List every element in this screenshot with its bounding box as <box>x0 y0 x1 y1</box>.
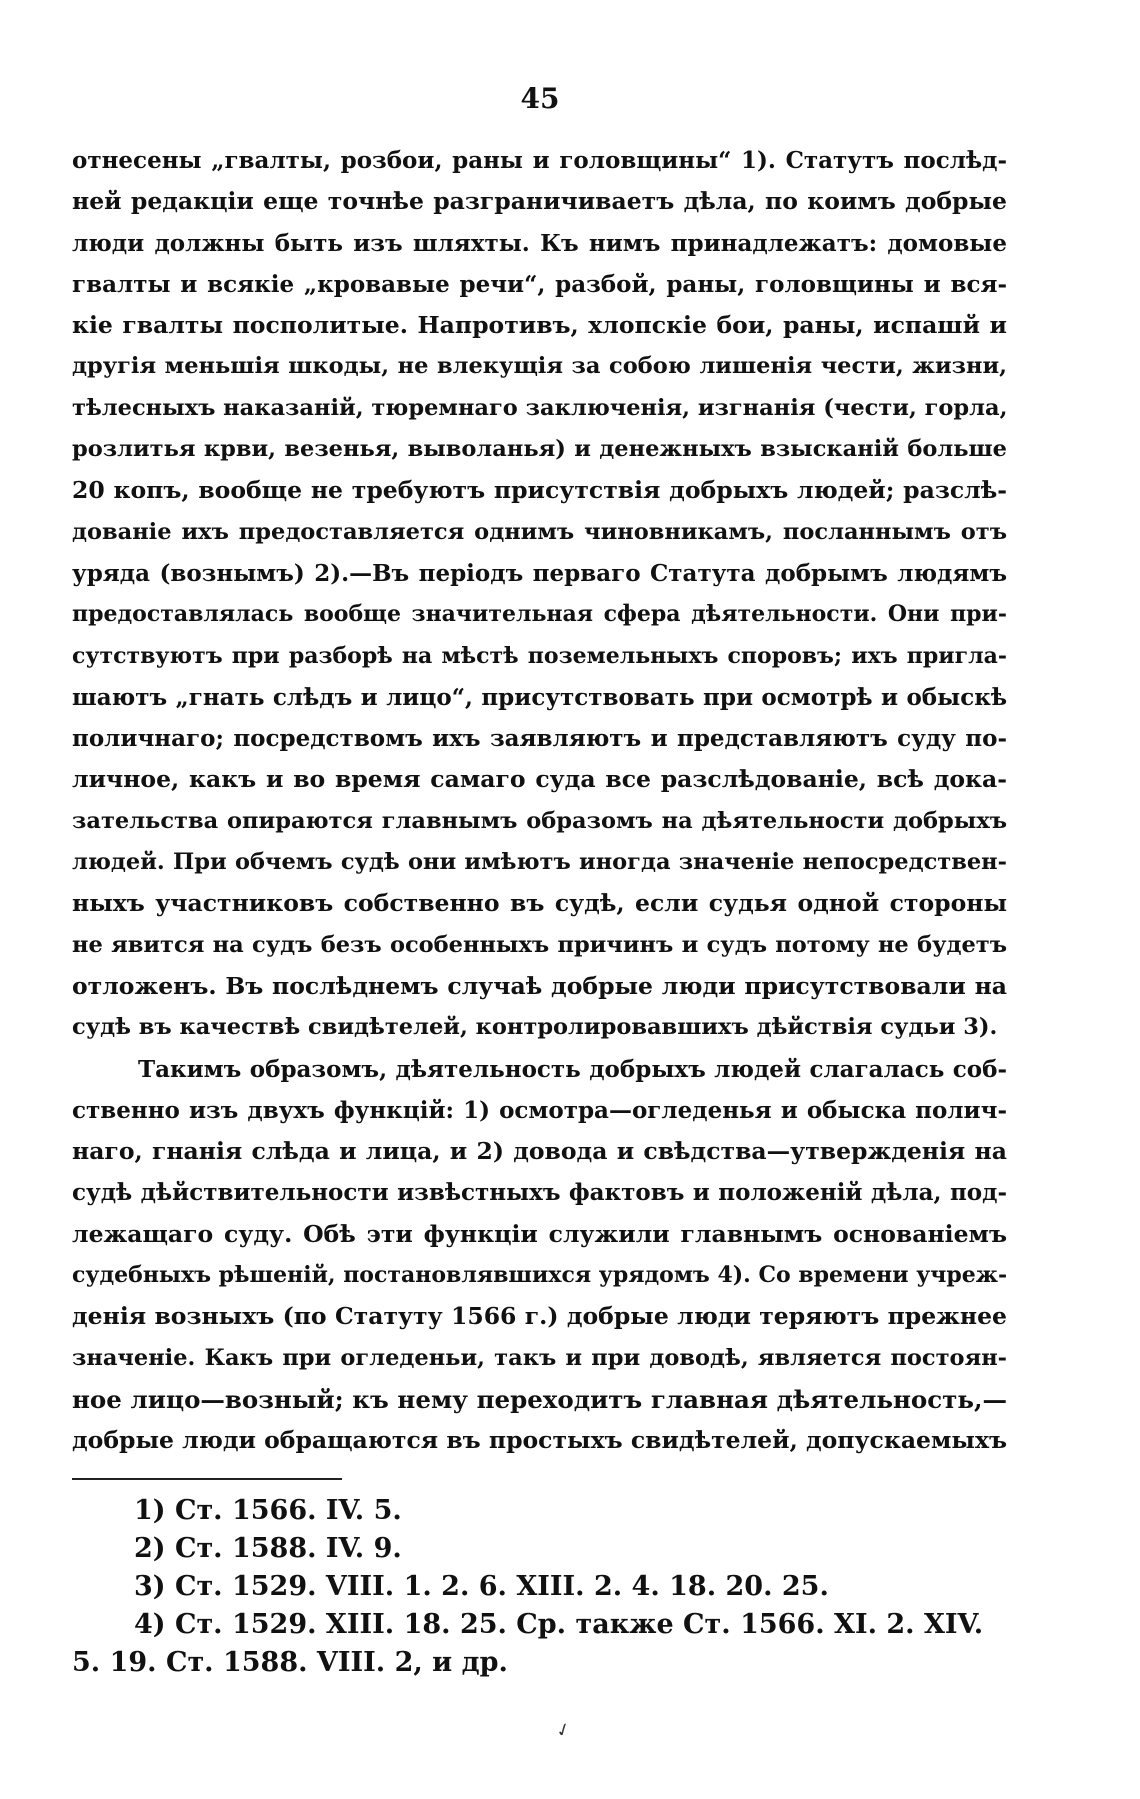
text-line: ственно изъ двухъ функцій: 1) осмотра—огледенья и обыска полич- <box>72 1096 1007 1124</box>
text-line: значеніе. Какъ при огледеньи, такъ и при доводѣ, является постоян- <box>72 1344 1007 1371</box>
text-line: люди должны быть изъ шляхты. Къ нимъ принадлежатъ: домовые <box>72 229 1007 257</box>
text-line: зательства опираются главнымъ образомъ на дѣятельности добрыхъ <box>72 807 1007 834</box>
text-line: судѣ дѣйствительности извѣстныхъ фактовъ и положеній дѣла, под- <box>72 1179 1007 1207</box>
text-line: ней редакціи еще точнѣе разграничиваетъ дѣла, по коимъ добрые <box>72 187 1007 216</box>
text-line: розлитья крви, везенья, выволанья) и денежныхъ взысканій больше <box>72 436 1007 463</box>
text-line: ныхъ участниковъ собственно въ судѣ, если судья одной стороны <box>72 889 1007 918</box>
text-line: сутствуютъ при разборѣ на мѣстѣ поземельныхъ споровъ; ихъ пригла- <box>72 642 1007 669</box>
text-line: добрые люди обращаются въ простыхъ свидѣтелей, допускаемыхъ <box>72 1426 1007 1455</box>
text-line: предоставлялась вообще значительная сфера дѣятельности. Они при- <box>72 601 1007 628</box>
footnote: 3) Ст. 1529. VIII. 1. 2. 6. XIII. 2. 4. 18. 20. 25. <box>134 1571 829 1602</box>
text-line: личное, какъ и во время самаго суда все разслѣдованіе, всѣ дока- <box>72 765 1007 794</box>
body-text <box>72 140 1007 1462</box>
text-line: поличнаго; посредствомъ ихъ заявляютъ и представляютъ суду по- <box>72 725 1007 753</box>
text-line: тѣлесныхъ наказаній, тюремнаго заключенія, изгнанія (чести, горла, <box>72 394 1007 421</box>
text-line: дованіе ихъ предоставляется однимъ чиновникамъ, посланнымъ отъ <box>72 518 1007 545</box>
text-line: не явится на судъ безъ особенныхъ причинъ и судъ потому не будетъ <box>72 931 1007 958</box>
text-line: кіе гвалты посполитые. Напротивъ, хлопскіе бои, раны, испашй и <box>72 311 1007 340</box>
text-line: людей. При обчемъ судѣ они имѣютъ иногда значеніе непосредствен- <box>72 849 1007 876</box>
text-line: уряда (вознымъ) 2).—Въ періодъ перваго Статута добрымъ людямъ <box>72 559 1007 587</box>
text-line: гвалты и всякіе „кровавые речи“, разбой, раны, головщины и вся- <box>72 270 1007 298</box>
text-line: отложенъ. Въ послѣднемъ случаѣ добрые люди присутствовали на <box>72 971 1007 1000</box>
text-line: отнесены „гвалты, розбои, раны и головщины“ 1). Статутъ послѣд- <box>72 147 1007 174</box>
text-line: 20 копъ, вообще не требуютъ присутствія добрыхъ людей; разслѣ- <box>72 476 1007 505</box>
footnote: 1) Ст. 1566. IV. 5. <box>134 1495 402 1526</box>
footnote: 2) Ст. 1588. IV. 9. <box>134 1533 402 1564</box>
footnote: 4) Ст. 1529. XIII. 18. 25. Ср. также Ст. 1566. XI. 2. XIV. <box>134 1609 984 1640</box>
text-line: другія меньшія шкоды, не влекущія за собою лишенія чести, жизни, <box>72 353 1007 380</box>
ink-speck-mark: ✓ <box>552 1718 575 1743</box>
text-line: лежащаго суду. Обѣ эти функціи служили главнымъ основаніемъ <box>72 1219 1007 1248</box>
page-number: 45 <box>520 82 560 115</box>
text-line: денія возныхъ (по Статуту 1566 г.) добрые люди теряютъ прежнее <box>72 1302 1007 1331</box>
footnotes <box>72 1492 1007 1682</box>
text-line: Такимъ образомъ, дѣятельность добрыхъ людей слагалась соб- <box>138 1055 1007 1083</box>
text-line: судебныхъ рѣшеній, постановлявшихся урядомъ 4). Со времени учреж- <box>72 1262 1007 1289</box>
text-line: судѣ въ качествѣ свидѣтелей, контролировавшихъ дѣйствія судьи 3). <box>72 1014 998 1041</box>
text-line: шаютъ „гнать слѣдъ и лицо“, присутствовать при осмотрѣ и обыскѣ <box>72 683 1007 711</box>
footnote-divider <box>72 1478 342 1480</box>
text-line: наго, гнанія слѣда и лица, и 2) довода и свѣдства—утвержденія на <box>72 1137 1007 1166</box>
footnote-continuation: 5. 19. Ст. 1588. VIII. 2, и др. <box>72 1647 508 1678</box>
text-line: ное лицо—возный; къ нему переходитъ главная дѣятельность,— <box>72 1384 1007 1414</box>
